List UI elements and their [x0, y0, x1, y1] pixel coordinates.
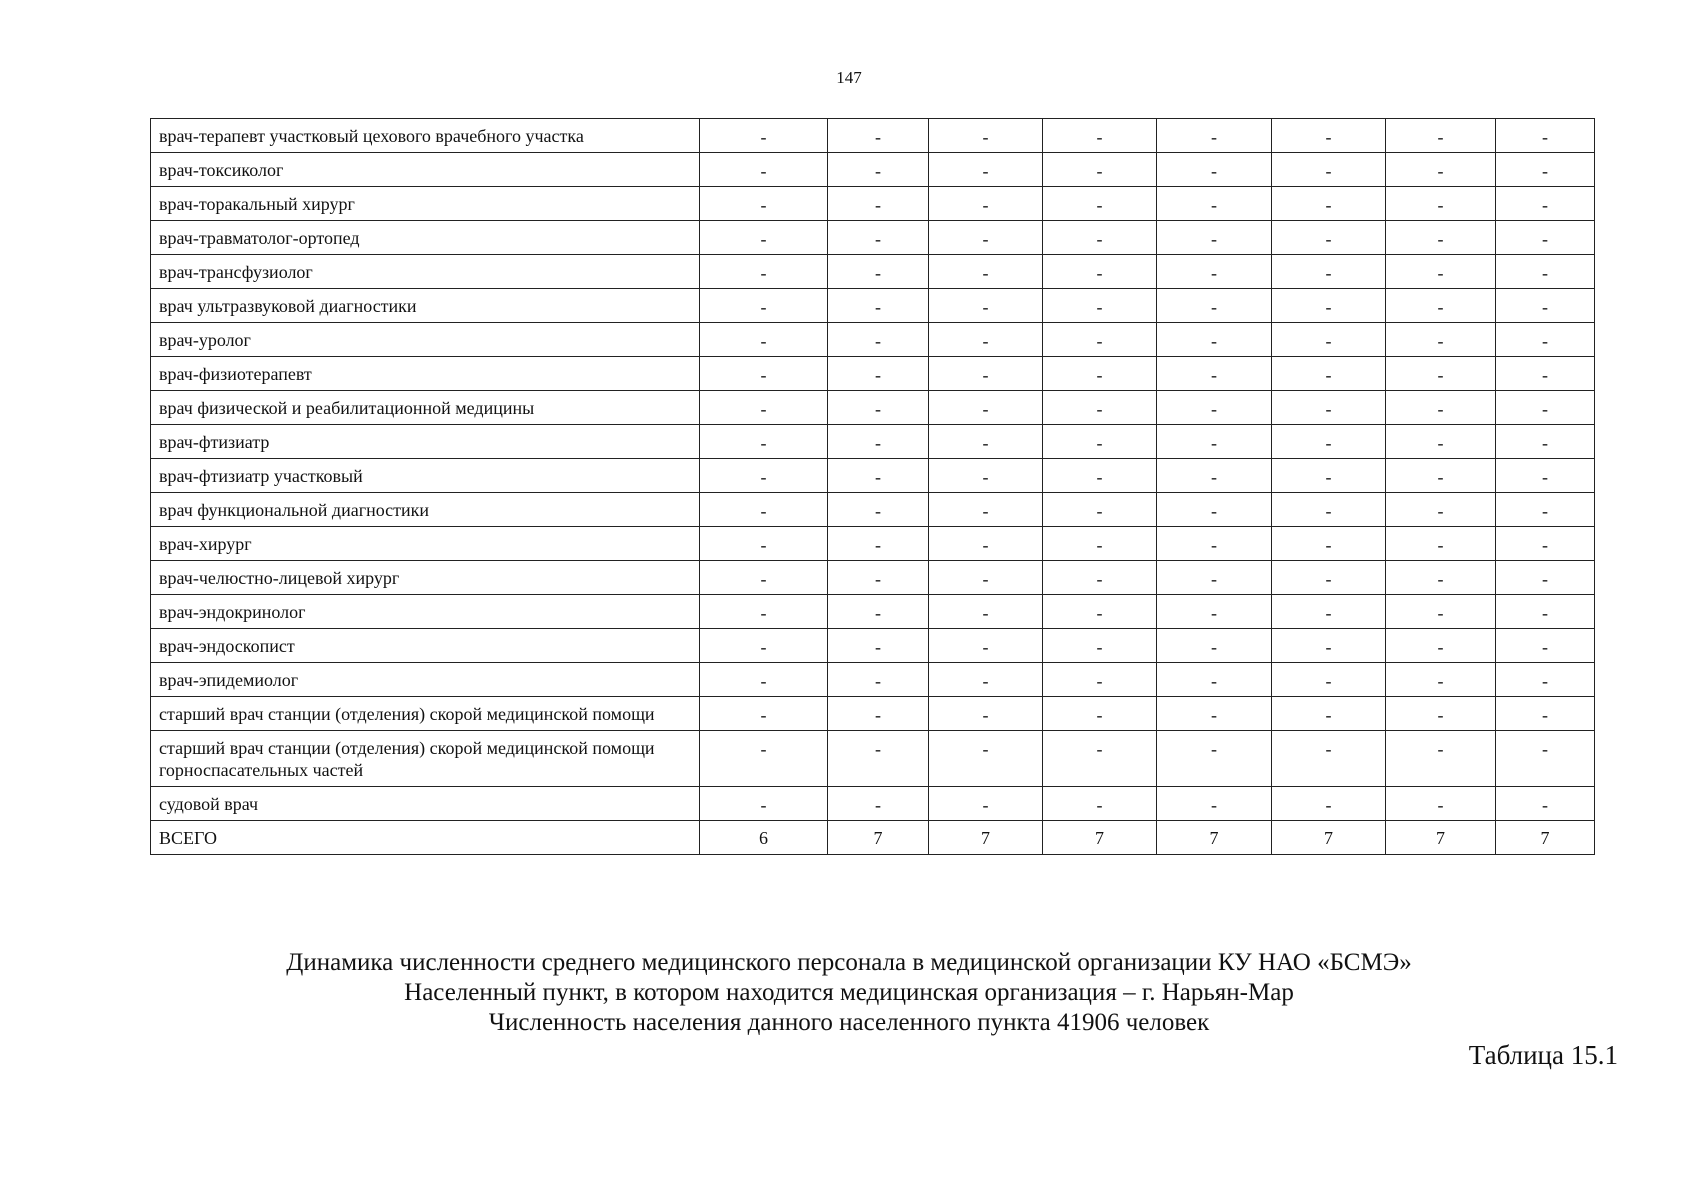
value-cell: -: [1157, 119, 1272, 153]
table-row: [151, 787, 1595, 821]
value-cell: -: [929, 561, 1043, 595]
value-cell: -: [1043, 561, 1157, 595]
total-label: ВСЕГО: [151, 821, 700, 855]
value-cell: -: [1043, 323, 1157, 357]
value-cell: -: [1043, 527, 1157, 561]
position-name: врач-токсиколог: [151, 153, 700, 187]
value-cell: -: [929, 493, 1043, 527]
value-cell: -: [1157, 323, 1272, 357]
value-cell: -: [1157, 787, 1272, 821]
table-body: [151, 119, 1595, 855]
value-cell: -: [1157, 425, 1272, 459]
value-cell: -: [1157, 289, 1272, 323]
value-cell: -: [1043, 493, 1157, 527]
value-cell: -: [1043, 119, 1157, 153]
value-cell: -: [828, 731, 929, 787]
value-cell: -: [1157, 221, 1272, 255]
value-cell: -: [1043, 391, 1157, 425]
value-cell: -: [929, 255, 1043, 289]
value-cell: -: [1496, 221, 1595, 255]
value-cell: -: [1496, 391, 1595, 425]
value-cell: -: [929, 119, 1043, 153]
value-cell: -: [700, 493, 828, 527]
table-label: Таблица 15.1: [1468, 1040, 1618, 1070]
table-row: [151, 357, 1595, 391]
position-name: врач-травматолог-ортопед: [151, 221, 700, 255]
value-cell: -: [929, 187, 1043, 221]
value-cell: -: [1272, 663, 1386, 697]
value-cell: -: [828, 663, 929, 697]
value-cell: -: [1496, 255, 1595, 289]
staff-table: [150, 118, 1595, 855]
position-name: старший врач станции (отделения) скорой медицинской помощи: [151, 697, 700, 731]
value-cell: -: [828, 629, 929, 663]
value-cell: -: [700, 119, 828, 153]
value-cell: -: [929, 289, 1043, 323]
value-cell: -: [929, 357, 1043, 391]
table-row: [151, 561, 1595, 595]
table-row: [151, 595, 1595, 629]
position-name: врач-физиотерапевт: [151, 357, 700, 391]
value-cell: -: [1157, 187, 1272, 221]
total-value-cell: 7: [1157, 821, 1272, 855]
value-cell: -: [700, 323, 828, 357]
value-cell: -: [1386, 289, 1496, 323]
value-cell: -: [1043, 697, 1157, 731]
page-number: 147: [836, 68, 862, 87]
position-name: врач-эпидемиолог: [151, 663, 700, 697]
value-cell: -: [1272, 527, 1386, 561]
value-cell: -: [1157, 697, 1272, 731]
table-row: [151, 119, 1595, 153]
value-cell: -: [1272, 289, 1386, 323]
position-name: врач-терапевт участковый цехового врачебного участка: [151, 119, 700, 153]
value-cell: -: [929, 153, 1043, 187]
value-cell: -: [1386, 391, 1496, 425]
value-cell: -: [1386, 357, 1496, 391]
position-name: врач-торакальный хирург: [151, 187, 700, 221]
value-cell: -: [700, 357, 828, 391]
value-cell: -: [1043, 255, 1157, 289]
value-cell: -: [1386, 119, 1496, 153]
value-cell: -: [1386, 527, 1496, 561]
position-name: врач-фтизиатр участковый: [151, 459, 700, 493]
value-cell: -: [1496, 119, 1595, 153]
value-cell: -: [1272, 357, 1386, 391]
value-cell: -: [700, 187, 828, 221]
value-cell: -: [1496, 357, 1595, 391]
value-cell: -: [1386, 493, 1496, 527]
position-name: врач-фтизиатр: [151, 425, 700, 459]
value-cell: -: [1496, 595, 1595, 629]
value-cell: -: [1386, 187, 1496, 221]
value-cell: -: [1386, 255, 1496, 289]
caption-population: Численность населения данного населенного пункта 41906 человек: [488, 1009, 1210, 1036]
caption-location: Населенный пункт, в котором находится медицинская организация – г. Нарьян-Мар: [404, 979, 1294, 1006]
value-cell: -: [1496, 459, 1595, 493]
table-row: [151, 459, 1595, 493]
value-cell: -: [828, 493, 929, 527]
value-cell: -: [1272, 787, 1386, 821]
value-cell: -: [1157, 731, 1272, 787]
value-cell: -: [1043, 629, 1157, 663]
table-row: [151, 153, 1595, 187]
position-name: врач-трансфузиолог: [151, 255, 700, 289]
total-row: [151, 821, 1595, 855]
value-cell: -: [1386, 697, 1496, 731]
value-cell: -: [1157, 357, 1272, 391]
value-cell: -: [1272, 153, 1386, 187]
value-cell: -: [1496, 629, 1595, 663]
value-cell: -: [828, 153, 929, 187]
value-cell: -: [1043, 459, 1157, 493]
value-cell: -: [1043, 425, 1157, 459]
value-cell: -: [1157, 527, 1272, 561]
value-cell: -: [929, 391, 1043, 425]
value-cell: -: [700, 561, 828, 595]
value-cell: -: [1386, 629, 1496, 663]
value-cell: -: [1272, 459, 1386, 493]
table-row: [151, 629, 1595, 663]
value-cell: -: [929, 697, 1043, 731]
table-row: [151, 323, 1595, 357]
value-cell: -: [1043, 731, 1157, 787]
table-row: [151, 527, 1595, 561]
value-cell: -: [1157, 255, 1272, 289]
value-cell: -: [1272, 595, 1386, 629]
value-cell: -: [828, 289, 929, 323]
value-cell: -: [1157, 595, 1272, 629]
value-cell: -: [1496, 527, 1595, 561]
value-cell: -: [1272, 561, 1386, 595]
value-cell: -: [1496, 289, 1595, 323]
value-cell: -: [1272, 425, 1386, 459]
value-cell: -: [1272, 323, 1386, 357]
value-cell: -: [1496, 425, 1595, 459]
value-cell: -: [828, 357, 929, 391]
position-name: врач-эндоскопист: [151, 629, 700, 663]
value-cell: -: [700, 221, 828, 255]
value-cell: -: [1386, 561, 1496, 595]
value-cell: -: [1157, 493, 1272, 527]
value-cell: -: [700, 391, 828, 425]
table-row: [151, 391, 1595, 425]
value-cell: -: [929, 323, 1043, 357]
value-cell: -: [1157, 391, 1272, 425]
position-name: врач ультразвуковой диагностики: [151, 289, 700, 323]
value-cell: -: [1272, 221, 1386, 255]
value-cell: -: [1272, 629, 1386, 663]
table-row: [151, 731, 1595, 787]
value-cell: -: [1386, 459, 1496, 493]
total-value-cell: 7: [1272, 821, 1386, 855]
value-cell: -: [1043, 187, 1157, 221]
value-cell: -: [929, 221, 1043, 255]
value-cell: -: [700, 425, 828, 459]
value-cell: -: [828, 787, 929, 821]
value-cell: -: [1386, 221, 1496, 255]
value-cell: -: [1386, 153, 1496, 187]
value-cell: -: [828, 595, 929, 629]
value-cell: -: [1272, 187, 1386, 221]
value-cell: -: [828, 187, 929, 221]
value-cell: -: [700, 459, 828, 493]
value-cell: -: [1043, 153, 1157, 187]
table-row: [151, 187, 1595, 221]
value-cell: -: [828, 425, 929, 459]
value-cell: -: [828, 697, 929, 731]
value-cell: -: [1157, 629, 1272, 663]
value-cell: -: [929, 459, 1043, 493]
position-name: врач функциональной диагностики: [151, 493, 700, 527]
value-cell: -: [1272, 255, 1386, 289]
table-row: [151, 289, 1595, 323]
table-row: [151, 255, 1595, 289]
value-cell: -: [929, 663, 1043, 697]
value-cell: -: [828, 221, 929, 255]
value-cell: -: [1043, 357, 1157, 391]
value-cell: -: [1496, 663, 1595, 697]
value-cell: -: [1157, 153, 1272, 187]
value-cell: -: [700, 255, 828, 289]
value-cell: -: [1496, 697, 1595, 731]
value-cell: -: [1496, 731, 1595, 787]
position-name: судовой врач: [151, 787, 700, 821]
value-cell: -: [929, 629, 1043, 663]
value-cell: -: [1157, 459, 1272, 493]
value-cell: -: [828, 561, 929, 595]
value-cell: -: [929, 731, 1043, 787]
value-cell: -: [828, 391, 929, 425]
value-cell: -: [1043, 787, 1157, 821]
value-cell: -: [700, 663, 828, 697]
value-cell: -: [1043, 289, 1157, 323]
value-cell: -: [929, 527, 1043, 561]
value-cell: -: [1496, 493, 1595, 527]
value-cell: -: [828, 255, 929, 289]
table-row: [151, 663, 1595, 697]
table-row: [151, 697, 1595, 731]
value-cell: -: [1272, 731, 1386, 787]
table-row: [151, 425, 1595, 459]
value-cell: -: [1496, 323, 1595, 357]
table-row: [151, 221, 1595, 255]
value-cell: -: [828, 323, 929, 357]
value-cell: -: [1157, 663, 1272, 697]
value-cell: -: [700, 731, 828, 787]
value-cell: -: [1272, 119, 1386, 153]
total-value-cell: 6: [700, 821, 828, 855]
value-cell: -: [1157, 561, 1272, 595]
total-value-cell: 7: [1386, 821, 1496, 855]
value-cell: -: [1386, 323, 1496, 357]
value-cell: -: [1386, 731, 1496, 787]
value-cell: -: [1043, 221, 1157, 255]
value-cell: -: [700, 697, 828, 731]
value-cell: -: [1496, 153, 1595, 187]
caption-block: [0, 948, 1698, 1038]
value-cell: -: [1386, 595, 1496, 629]
position-name: врач-эндокринолог: [151, 595, 700, 629]
value-cell: -: [828, 119, 929, 153]
position-name: врач-челюстно-лицевой хирург: [151, 561, 700, 595]
total-value-cell: 7: [1043, 821, 1157, 855]
value-cell: -: [1496, 787, 1595, 821]
value-cell: -: [828, 527, 929, 561]
value-cell: -: [1386, 425, 1496, 459]
value-cell: -: [1272, 697, 1386, 731]
value-cell: -: [700, 289, 828, 323]
value-cell: -: [1043, 663, 1157, 697]
value-cell: -: [700, 787, 828, 821]
value-cell: -: [828, 459, 929, 493]
total-value-cell: 7: [1496, 821, 1595, 855]
total-value-cell: 7: [828, 821, 929, 855]
caption-title: Динамика численности среднего медицинского персонала в медицинской организации КУ НАО «БСМЭ»: [286, 949, 1412, 976]
value-cell: -: [1496, 561, 1595, 595]
value-cell: -: [1272, 391, 1386, 425]
position-name: врач-уролог: [151, 323, 700, 357]
value-cell: -: [929, 787, 1043, 821]
position-name: врач-хирург: [151, 527, 700, 561]
value-cell: -: [929, 425, 1043, 459]
value-cell: -: [700, 527, 828, 561]
value-cell: -: [1386, 787, 1496, 821]
value-cell: -: [1386, 663, 1496, 697]
value-cell: -: [1272, 493, 1386, 527]
value-cell: -: [700, 629, 828, 663]
value-cell: -: [700, 153, 828, 187]
position-name: старший врач станции (отделения) скорой медицинской помощи горноспасательных частей: [151, 731, 700, 787]
value-cell: -: [929, 595, 1043, 629]
total-value-cell: 7: [929, 821, 1043, 855]
position-name: врач физической и реабилитационной медицины: [151, 391, 700, 425]
value-cell: -: [1496, 187, 1595, 221]
table-row: [151, 493, 1595, 527]
value-cell: -: [700, 595, 828, 629]
value-cell: -: [1043, 595, 1157, 629]
